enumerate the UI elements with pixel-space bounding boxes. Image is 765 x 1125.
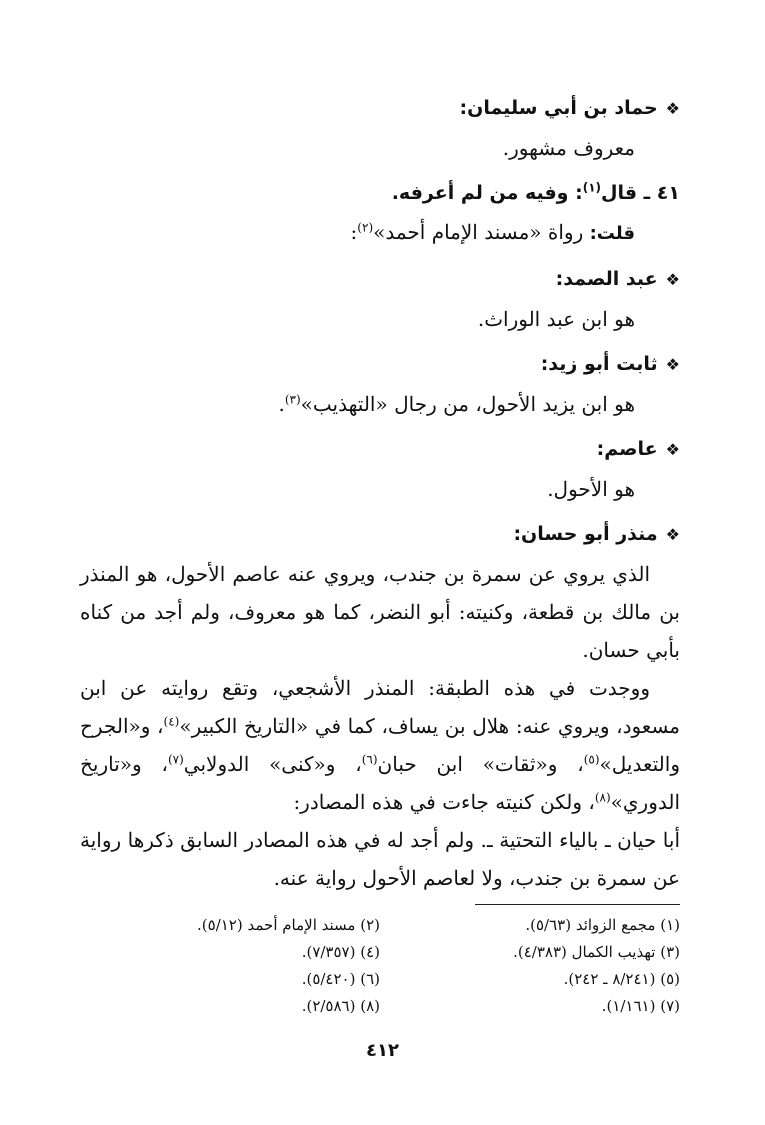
heading-prefix: ٤١ ـ قال [601,182,680,204]
footnote-ref-2: (٢) [357,220,374,235]
p2-text-c: ، و«ثقات» ابن حبان [377,752,584,776]
footnote-ref-3: (٣) [284,392,301,407]
footnote-2: (٢) مسند الإمام أحمد (٥/١٢). [197,916,380,934]
footnote-1: (١) مجمع الزوائد (٥/٦٣). [525,916,680,934]
footnote-ref-6: (٦) [361,752,378,767]
footnote-3: (٣) تهذيب الكمال (٤/٣٨٣). [513,943,680,961]
footnote-ref-1: (١) [582,180,601,195]
heading-text: ثابت أبو زيد: [540,353,658,375]
footnote-5: (٥) (٨/٢٤١ ـ ٢٤٢). [563,970,680,988]
paragraph-3: أبا حيان ـ بالياء التحتية ـ. ولم أجد له في هذه المصادر السابق ذكرها رواية عن سمرة بن جندب، ولا لعاصم الأحول رواية عنه. [80,828,680,890]
entry-text-thabit [80,385,680,423]
page-body [80,88,680,897]
footnote-row [80,966,680,993]
footnote-ref-7: (٧) [167,752,184,767]
paragraph-2 [80,669,680,821]
entry-text-abdussamad: هو ابن عبد الوراث. [477,307,635,331]
p2-text-a: ووجدت في هذه الطبقة: المنذر الأشجعي، وتقع روايته عن ابن مسعود، ويروي عنه: هلال بن يساف، كما في «التاريخ الكبير» [80,676,681,738]
heading-text: عاصم: [596,438,658,460]
entry-heading-hammad [80,88,680,129]
text: هو ابن يزيد الأحول، من رجال «التهذيب» [300,392,635,416]
bullet-icon: ❖ [665,525,680,544]
heading-text: منذر أبو حسان: [513,523,658,545]
footnote-4: (٤) (٧/٣٥٧). [301,943,380,961]
bullet-icon: ❖ [665,270,680,289]
footnote-row [80,912,680,939]
footnote-ref-8: (٨) [594,790,611,805]
qult-label: قلت: [589,223,635,244]
p2-text-b: ، و«الجرح والتعديل» [80,714,680,776]
footnote-separator [475,904,680,905]
entry-text-asim: هو الأحول. [547,477,635,501]
entry-text-hammad: معروف مشهور. [502,136,635,160]
bullet-icon: ❖ [665,355,680,374]
paragraph-1: الذي يروي عن سمرة بن جندب، ويروي عنه عاصم الأحول، هو المنذر بن مالك بن قطعة، وكنيته: أبو النضر، كما هو معروف، ولم أجد من كناه بأبي حسان. [80,562,681,662]
entry-text-41 [80,213,680,253]
text-end: : [350,220,358,244]
bullet-icon: ❖ [665,99,680,118]
bullet-icon: ❖ [665,440,680,459]
footnote-ref-4: (٤) [163,714,180,729]
heading-text: حماد بن أبي سليمان: [459,97,658,119]
entry-heading-thabit [80,344,680,385]
p2-text-f: ، ولكن كنيته جاءت في هذه المصادر: [293,790,595,814]
entry-heading-abdussamad [80,259,680,300]
footnote-ref-5: (٥) [583,752,600,767]
entry-heading-mundhir [80,514,680,555]
footnotes [80,912,680,1020]
footnote-6: (٦) (٥/٤٢٠). [301,970,380,988]
heading-suffix: : وفيه من لم أعرفه. [391,182,583,204]
footnote-8: (٨) (٢/٥٨٦). [301,997,380,1015]
p2-text-d: ، و«كنى» الدولابي [183,752,362,776]
text-end: . [278,392,285,416]
footnote-row [80,939,680,966]
page-number: ٤١٢ [366,1040,399,1061]
footnote-7: (٧) (١/١٦١). [601,997,680,1015]
heading-text: عبد الصمد: [555,268,658,290]
p2-text-e: ، و«تاريخ الدوري» [80,752,680,814]
entry-heading-asim [80,429,680,470]
text: رواة «مسند الإمام أحمد» [373,220,590,244]
entry-heading-41 [80,173,680,213]
footnote-row [80,993,680,1020]
